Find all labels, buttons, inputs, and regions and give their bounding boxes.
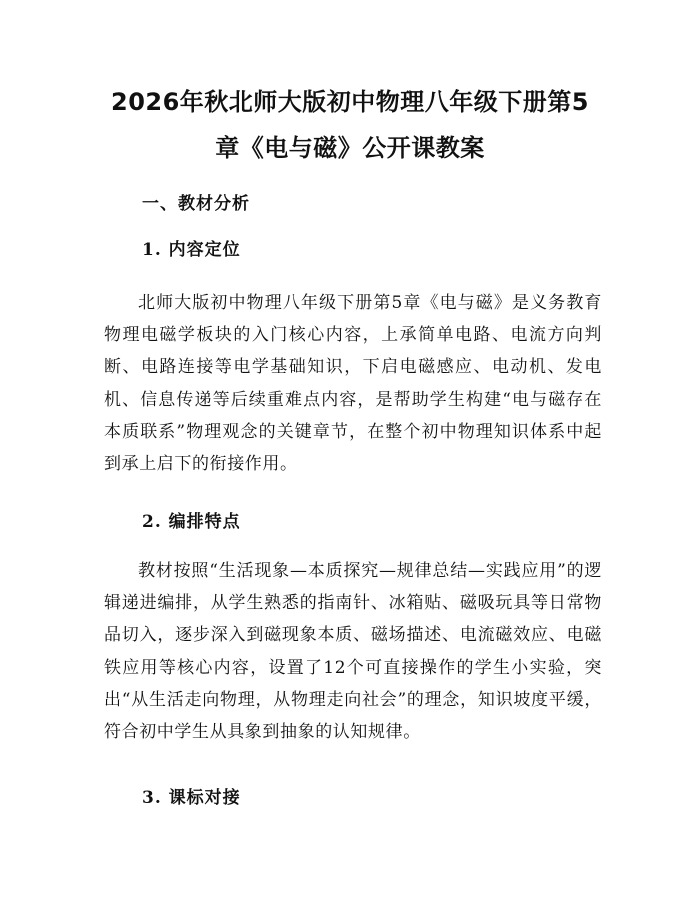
paragraph-content-positioning: 北师大版初中物理八年级下册第5章《电与磁》是义务教育物理电磁学板块的入门核心内容，上承简单电路、电流方向判断、电路连接等电学基础知识，下启电磁感应、电动机、发电机、信息传递等后续重难点内容，是帮助学生构建“电与磁存在本质联系”物理观念的关键章节，在整个初中物理知识体系中起到承上启下的衔接作用。 <box>104 293 602 475</box>
section-heading-textbook-analysis: 一、教材分析 <box>142 194 250 214</box>
subsection-heading-content-positioning: 1. 内容定位 <box>142 240 241 260</box>
document-title-line-2: 章《电与磁》公开课教案 <box>215 134 485 162</box>
document-title-line-1: 2026年秋北师大版初中物理八年级下册第5 <box>111 88 589 116</box>
subsection-heading-arrangement-features: 2. 编排特点 <box>142 512 241 532</box>
subsection-heading-curriculum-alignment: 3. 课标对接 <box>142 788 241 808</box>
paragraph-arrangement-features: 教材按照“生活现象—本质探究—规律总结—实践应用”的逻辑递进编排，从学生熟悉的指南针、冰箱贴、磁吸玩具等日常物品切入，逐步深入到磁现象本质、磁场描述、电流磁效应、电磁铁应用等核心内容，设置了12个可直接操作的学生小实验，突出“从生活走向物理，从物理走向社会”的理念，知识坡度平缓，符合初中学生从具象到抽象的认知规律。 <box>104 561 602 743</box>
